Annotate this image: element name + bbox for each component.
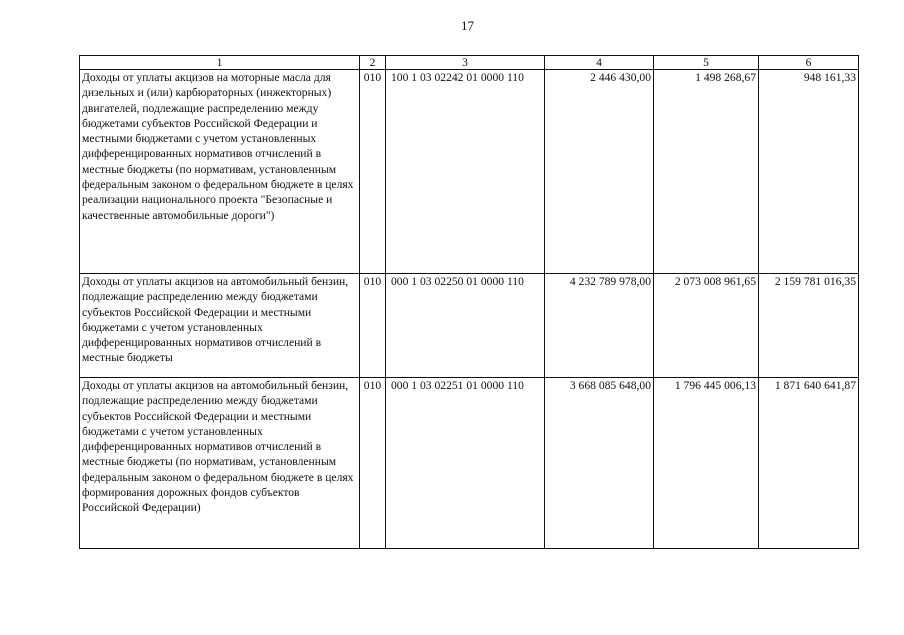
table-row [80, 378, 859, 549]
amount-col6: 2 159 781 016,35 [759, 274, 859, 378]
column-header-1: 1 [80, 56, 360, 70]
table-row [80, 274, 859, 378]
line-code: 010 [360, 274, 386, 378]
page-number: 17 [461, 18, 474, 33]
column-header-5: 5 [654, 56, 759, 70]
line-code: 010 [360, 378, 386, 549]
column-header-4: 4 [545, 56, 654, 70]
amount-col4: 3 668 085 648,00 [545, 378, 654, 549]
budget-classification-code: 000 1 03 02250 01 0000 110 [386, 274, 545, 378]
amount-col5: 1 796 445 006,13 [654, 378, 759, 549]
revenue-table [79, 55, 859, 549]
amount-col5: 2 073 008 961,65 [654, 274, 759, 378]
amount-col6: 1 871 640 641,87 [759, 378, 859, 549]
header-row [80, 56, 859, 70]
income-description: Доходы от уплаты акцизов на автомобильный бензин, подлежащие распределению между бюджетами субъектов Российской Федерации и местными бюджетами с учетом установленных дифференцированных нормативов отчислений в местные бюджеты [80, 274, 360, 378]
amount-col4: 4 232 789 978,00 [545, 274, 654, 378]
column-header-3: 3 [386, 56, 545, 70]
column-header-2: 2 [360, 56, 386, 70]
income-description: Доходы от уплаты акцизов на моторные масла для дизельных и (или) карбюраторных (инжекторных) двигателей, подлежащие распределению между бюджетами субъектов Российской Федерации и местными бюджетами с учетом установленных дифференцированных нормативов отчислений в местные бюджеты (по нормативам, установленным федеральным законом о федеральном бюджете в целях реализации национального проекта "Безопасные и качественные автомобильные дороги") [80, 70, 360, 274]
amount-col5: 1 498 268,67 [654, 70, 759, 274]
amount-col4: 2 446 430,00 [545, 70, 654, 274]
column-header-6: 6 [759, 56, 859, 70]
line-code: 010 [360, 70, 386, 274]
amount-col6: 948 161,33 [759, 70, 859, 274]
income-description: Доходы от уплаты акцизов на автомобильный бензин, подлежащие распределению между бюджетами субъектов Российской Федерации и местными бюджетами с учетом установленных дифференцированных нормативов отчислений в местные бюджеты (по нормативам, установленным федеральным законом о федеральном бюджете в целях формирования дорожных фондов субъектов Российской Федерации) [80, 378, 360, 549]
budget-classification-code: 000 1 03 02251 01 0000 110 [386, 378, 545, 549]
budget-classification-code: 100 1 03 02242 01 0000 110 [386, 70, 545, 274]
table-row [80, 70, 859, 274]
